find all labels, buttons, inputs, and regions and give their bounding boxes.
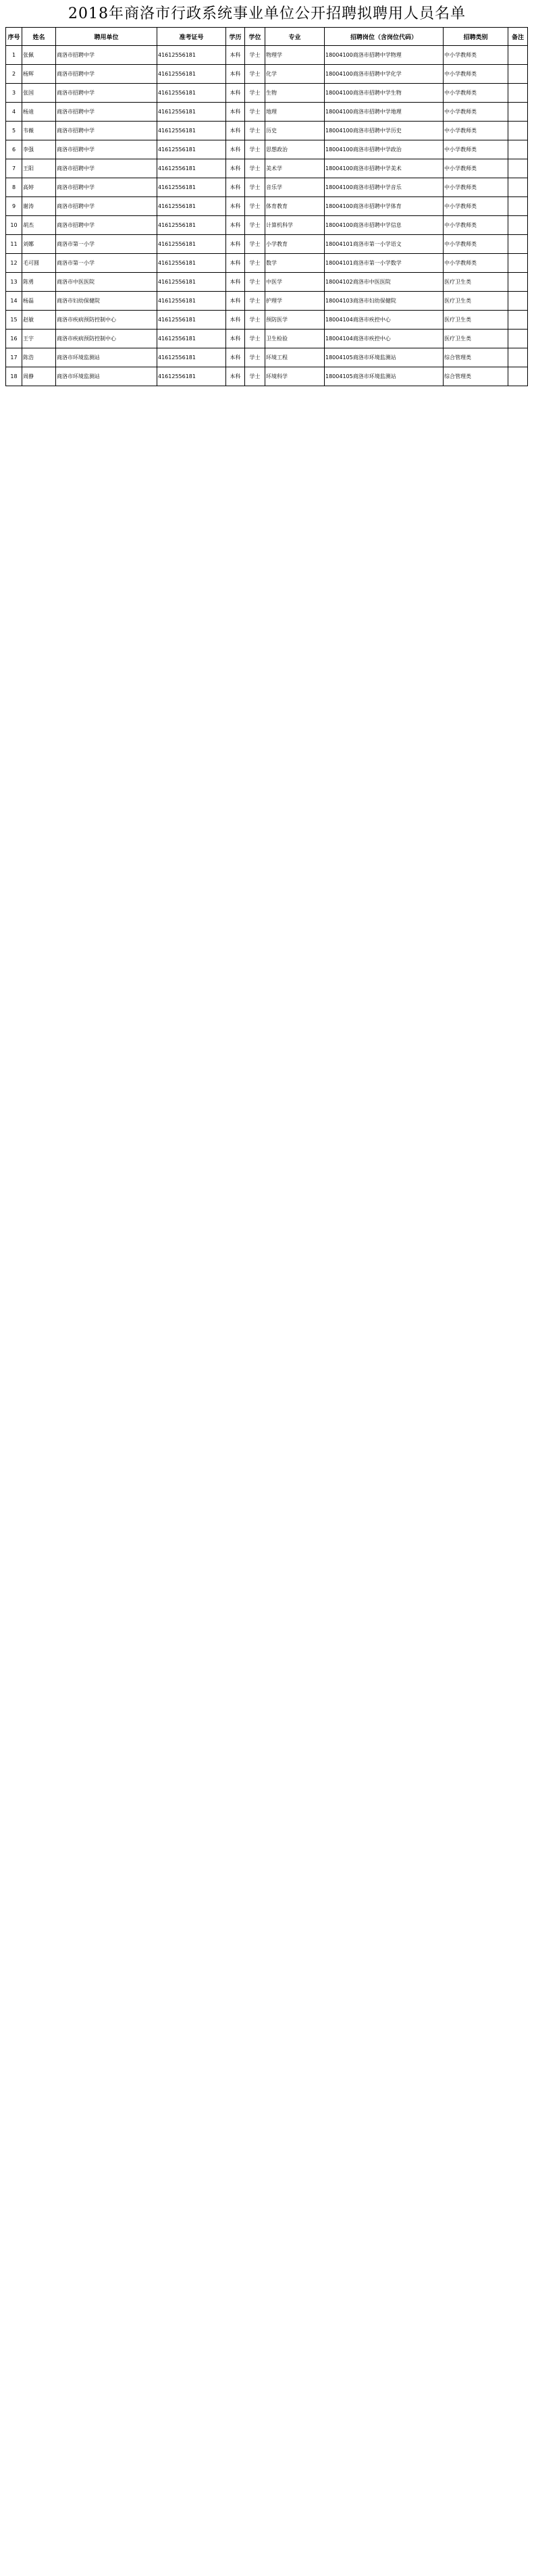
table-row [6,84,528,103]
table-row [6,197,528,216]
cell-remark [508,197,528,216]
cell-remark [508,367,528,386]
header-category: 招聘类别 [444,28,508,46]
cell-unit: 商洛市疾病预防控制中心 [56,311,157,330]
cell-index: 1 [6,46,22,65]
cell-unit: 商洛市招聘中学 [56,197,157,216]
table-row [6,103,528,122]
cell-major: 音乐学 [265,178,325,197]
cell-index: 13 [6,273,22,292]
cell-position: 18004105商洛市环境监测站 [325,348,444,367]
cell-index: 9 [6,197,22,216]
cell-category: 中小学教师类 [444,235,508,254]
table-row [6,122,528,140]
cell-position: 18004102商洛市中医医院 [325,273,444,292]
cell-index: 18 [6,367,22,386]
table-row [6,330,528,348]
cell-unit: 商洛市招聘中学 [56,84,157,103]
cell-major: 美术学 [265,159,325,178]
header-remark: 备注 [508,28,528,46]
hiring-table [5,27,528,386]
cell-degree: 学士 [245,311,265,330]
cell-index: 10 [6,216,22,235]
cell-remark [508,103,528,122]
cell-major: 卫生检验 [265,330,325,348]
cell-unit: 商洛市招聘中学 [56,122,157,140]
cell-major: 体育教育 [265,197,325,216]
cell-index: 4 [6,103,22,122]
cell-position: 18004100商洛市招聘中学历史 [325,122,444,140]
cell-position: 18004105商洛市环境监测站 [325,367,444,386]
cell-exam-id: 41612556181 [157,178,226,197]
cell-name: 周静 [22,367,56,386]
cell-remark [508,159,528,178]
cell-position: 18004101商洛市第一小学数学 [325,254,444,273]
table-row [6,178,528,197]
cell-degree: 学士 [245,197,265,216]
cell-exam-id: 41612556181 [157,235,226,254]
table-header-row [6,28,528,46]
cell-index: 17 [6,348,22,367]
cell-education: 本科 [226,311,245,330]
cell-position: 18004100商洛市招聘中学地理 [325,103,444,122]
cell-name: 杨迪 [22,103,56,122]
cell-exam-id: 41612556181 [157,46,226,65]
cell-index: 16 [6,330,22,348]
header-major: 专业 [265,28,325,46]
cell-remark [508,140,528,159]
cell-major: 生物 [265,84,325,103]
cell-major: 物理学 [265,46,325,65]
cell-exam-id: 41612556181 [157,159,226,178]
cell-degree: 学士 [245,348,265,367]
cell-name: 王阳 [22,159,56,178]
cell-name: 张国 [22,84,56,103]
cell-category: 中小学教师类 [444,178,508,197]
cell-education: 本科 [226,273,245,292]
page-title: 2018年商洛市行政系统事业单位公开招聘拟聘用人员名单 [68,5,466,22]
cell-category: 中小学教师类 [444,122,508,140]
table-row [6,292,528,311]
cell-degree: 学士 [245,330,265,348]
cell-position: 18004100商洛市招聘中学音乐 [325,178,444,197]
cell-education: 本科 [226,348,245,367]
cell-index: 2 [6,65,22,84]
cell-major: 中医学 [265,273,325,292]
cell-name: 杨磊 [22,292,56,311]
cell-name: 谢涛 [22,197,56,216]
cell-unit: 商洛市招聘中学 [56,178,157,197]
header-name: 姓名 [22,28,56,46]
cell-degree: 学士 [245,254,265,273]
cell-remark [508,65,528,84]
table-row [6,65,528,84]
cell-unit: 商洛市第一小学 [56,254,157,273]
cell-exam-id: 41612556181 [157,103,226,122]
cell-remark [508,84,528,103]
table-row [6,46,528,65]
cell-major: 计算机科学 [265,216,325,235]
cell-education: 本科 [226,178,245,197]
cell-exam-id: 41612556181 [157,216,226,235]
cell-education: 本科 [226,140,245,159]
cell-name: 高婷 [22,178,56,197]
cell-education: 本科 [226,122,245,140]
cell-education: 本科 [226,159,245,178]
cell-degree: 学士 [245,292,265,311]
cell-exam-id: 41612556181 [157,348,226,367]
cell-remark [508,330,528,348]
cell-category: 中小学教师类 [444,65,508,84]
cell-category: 医疗卫生类 [444,273,508,292]
cell-index: 12 [6,254,22,273]
cell-position: 18004100商洛市招聘中学美术 [325,159,444,178]
cell-degree: 学士 [245,178,265,197]
cell-unit: 商洛市妇幼保健院 [56,292,157,311]
cell-education: 本科 [226,103,245,122]
cell-remark [508,273,528,292]
table-row [6,140,528,159]
cell-education: 本科 [226,235,245,254]
cell-remark [508,235,528,254]
table-row [6,235,528,254]
cell-index: 5 [6,122,22,140]
cell-category: 中小学教师类 [444,159,508,178]
cell-name: 胡杰 [22,216,56,235]
cell-category: 中小学教师类 [444,216,508,235]
cell-unit: 商洛市招聘中学 [56,46,157,65]
cell-education: 本科 [226,84,245,103]
cell-unit: 商洛市第一小学 [56,235,157,254]
cell-index: 11 [6,235,22,254]
cell-category: 医疗卫生类 [444,311,508,330]
cell-remark [508,311,528,330]
cell-position: 18004100商洛市招聘中学信息 [325,216,444,235]
cell-category: 综合管理类 [444,348,508,367]
cell-unit: 商洛市招聘中学 [56,159,157,178]
header-position: 招聘岗位（含岗位代码） [325,28,444,46]
cell-name: 王宇 [22,330,56,348]
cell-remark [508,122,528,140]
cell-exam-id: 41612556181 [157,311,226,330]
cell-name: 李强 [22,140,56,159]
header-education: 学历 [226,28,245,46]
cell-name: 杨辉 [22,65,56,84]
cell-unit: 商洛市疾病预防控制中心 [56,330,157,348]
cell-degree: 学士 [245,140,265,159]
cell-education: 本科 [226,292,245,311]
cell-index: 15 [6,311,22,330]
cell-remark [508,216,528,235]
cell-major: 环境科学 [265,367,325,386]
cell-degree: 学士 [245,103,265,122]
cell-position: 18004100商洛市招聘中学体育 [325,197,444,216]
cell-degree: 学士 [245,65,265,84]
cell-position: 18004100商洛市招聘中学化学 [325,65,444,84]
cell-degree: 学士 [245,46,265,65]
cell-category: 综合管理类 [444,367,508,386]
cell-index: 14 [6,292,22,311]
table-body [6,46,528,386]
cell-degree: 学士 [245,159,265,178]
cell-exam-id: 41612556181 [157,140,226,159]
cell-unit: 商洛市招聘中学 [56,216,157,235]
cell-major: 思想政治 [265,140,325,159]
cell-index: 3 [6,84,22,103]
cell-position: 18004100商洛市招聘中学政治 [325,140,444,159]
cell-exam-id: 41612556181 [157,330,226,348]
table-row [6,159,528,178]
cell-name: 刘娜 [22,235,56,254]
cell-name: 陈浩 [22,348,56,367]
cell-remark [508,46,528,65]
header-unit: 聘用单位 [56,28,157,46]
cell-unit: 商洛市招聘中学 [56,65,157,84]
cell-position: 18004100商洛市招聘中学物理 [325,46,444,65]
cell-education: 本科 [226,367,245,386]
cell-category: 中小学教师类 [444,254,508,273]
cell-name: 张佩 [22,46,56,65]
cell-education: 本科 [226,216,245,235]
cell-exam-id: 41612556181 [157,122,226,140]
cell-major: 地理 [265,103,325,122]
cell-position: 18004100商洛市招聘中学生物 [325,84,444,103]
cell-major: 化学 [265,65,325,84]
cell-category: 中小学教师类 [444,103,508,122]
cell-position: 18004104商洛市疾控中心 [325,311,444,330]
table-row [6,367,528,386]
cell-exam-id: 41612556181 [157,254,226,273]
cell-category: 中小学教师类 [444,140,508,159]
table-row [6,311,528,330]
cell-education: 本科 [226,65,245,84]
cell-name: 赵敏 [22,311,56,330]
cell-unit: 商洛市中医医院 [56,273,157,292]
cell-education: 本科 [226,197,245,216]
cell-exam-id: 41612556181 [157,65,226,84]
cell-exam-id: 41612556181 [157,273,226,292]
table-row [6,216,528,235]
cell-remark [508,254,528,273]
cell-name: 韦薇 [22,122,56,140]
table-row [6,348,528,367]
cell-unit: 商洛市环境监测站 [56,367,157,386]
cell-remark [508,178,528,197]
cell-index: 8 [6,178,22,197]
cell-remark [508,348,528,367]
cell-index: 6 [6,140,22,159]
cell-unit: 商洛市环境监测站 [56,348,157,367]
cell-degree: 学士 [245,84,265,103]
cell-degree: 学士 [245,235,265,254]
cell-position: 18004103商洛市妇幼保健院 [325,292,444,311]
cell-degree: 学士 [245,367,265,386]
cell-category: 中小学教师类 [444,197,508,216]
cell-unit: 商洛市招聘中学 [56,140,157,159]
cell-name: 陈勇 [22,273,56,292]
cell-education: 本科 [226,330,245,348]
cell-exam-id: 41612556181 [157,84,226,103]
cell-category: 中小学教师类 [444,46,508,65]
cell-major: 预防医学 [265,311,325,330]
header-index: 序号 [6,28,22,46]
cell-major: 历史 [265,122,325,140]
cell-degree: 学士 [245,216,265,235]
header-exam-id: 准考证号 [157,28,226,46]
cell-degree: 学士 [245,273,265,292]
cell-education: 本科 [226,254,245,273]
table-row [6,273,528,292]
cell-index: 7 [6,159,22,178]
table-row [6,254,528,273]
cell-unit: 商洛市招聘中学 [56,103,157,122]
cell-position: 18004101商洛市第一小学语文 [325,235,444,254]
cell-name: 毛可圆 [22,254,56,273]
header-degree: 学位 [245,28,265,46]
cell-category: 中小学教师类 [444,84,508,103]
cell-exam-id: 41612556181 [157,197,226,216]
cell-exam-id: 41612556181 [157,367,226,386]
cell-major: 数学 [265,254,325,273]
cell-remark [508,292,528,311]
cell-education: 本科 [226,46,245,65]
cell-degree: 学士 [245,122,265,140]
cell-major: 小学教育 [265,235,325,254]
cell-major: 环境工程 [265,348,325,367]
cell-major: 护理学 [265,292,325,311]
cell-exam-id: 41612556181 [157,292,226,311]
cell-category: 医疗卫生类 [444,292,508,311]
cell-category: 医疗卫生类 [444,330,508,348]
cell-position: 18004104商洛市疾控中心 [325,330,444,348]
